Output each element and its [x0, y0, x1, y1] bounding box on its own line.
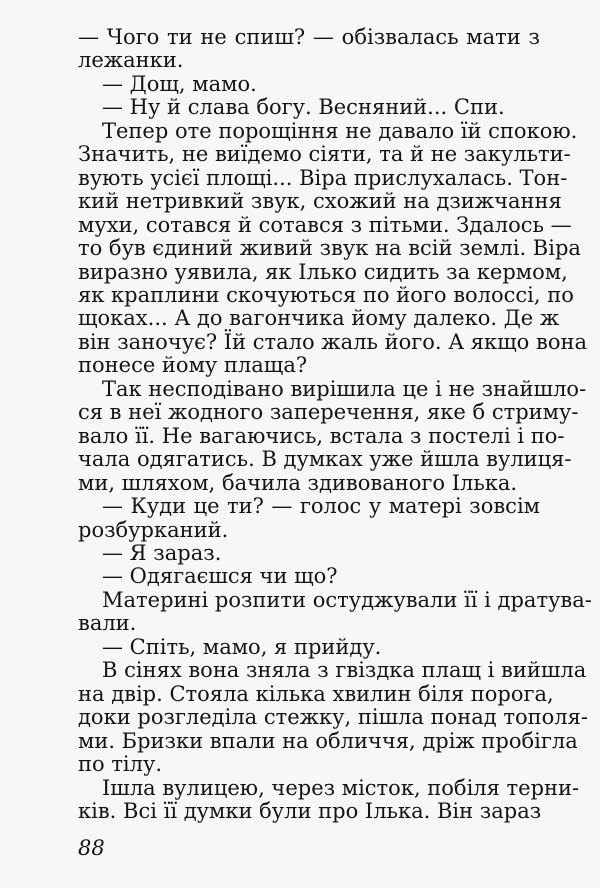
- text-line: вало її. Не вагаючись, встала з постелі і по-: [78, 424, 565, 448]
- text-line: кий нетривкий звук, схожий на дзижчання: [78, 189, 562, 213]
- text-line: Так несподівано вирішила це і не знайшло-: [102, 377, 587, 401]
- text-line: В сінях вона зняла з гвіздка плащ і вийшла: [102, 658, 587, 682]
- text-line: — Куди це ти? — голос у матері зовсім: [102, 494, 540, 518]
- text-line: — Чого ти не спиш? — обізвалась мати з: [78, 25, 540, 49]
- text-line: щоках... А до вагончика йому далеко. Де ж: [78, 306, 560, 330]
- text-line: на двір. Стояла кілька хвилин біля порога,: [78, 682, 554, 706]
- text-line: вали.: [78, 611, 137, 635]
- text-line: мухи, сотався й сотався з пітьми. Здалось —: [78, 213, 572, 237]
- text-line: по тілу.: [78, 752, 163, 776]
- text-line: вують усієї площі... Віра прислухалась. Тон-: [78, 166, 568, 190]
- text-line: чала одягатись. В думках уже йшла вулиця-: [78, 447, 572, 471]
- text-line: ся в неї жодного заперечення, яке б стриму-: [78, 400, 579, 424]
- text-line: — Одягаєшся чи що?: [102, 564, 338, 588]
- text-line: Значить, не виїдемо сіяти, та й не закульти-: [78, 142, 571, 166]
- text-line: то був єдиний живий звук на всій землі. Віра: [78, 236, 581, 260]
- text-line: Ішла вулицею, через місток, побіля терни-: [102, 776, 580, 800]
- text-line: Тепер оте порощіння не давало їй спокою.: [102, 119, 578, 143]
- text-line: доки розгледіла стежку, пішла понад тополя-: [78, 705, 588, 729]
- text-line: ків. Всі її думки були про Ілька. Він зараз: [78, 799, 542, 823]
- text-line: виразно уявила, як Ілько сидить за кермом,: [78, 260, 568, 284]
- text-line: Материні розпити остуджували її і дратува-: [102, 588, 592, 612]
- text-line: — Дощ, мамо.: [102, 72, 257, 96]
- text-line: ми, шляхом, бачила здивованого Ілька.: [78, 471, 518, 495]
- text-line: понесе йому плаща?: [78, 353, 308, 377]
- text-line: лежанки.: [78, 48, 184, 72]
- text-line: ми. Бризки впали на обличчя, дріж пробігла: [78, 729, 578, 753]
- page-number: 88: [78, 836, 105, 860]
- text-line: — Ну й слава богу. Весняний... Спи.: [102, 95, 505, 119]
- text-line: — Я зараз.: [102, 541, 222, 565]
- text-line: як краплини скочуються по його волоссі, по: [78, 283, 574, 307]
- text-line: він заночує? Їй стало жаль його. А якщо вона: [78, 330, 587, 354]
- text-line: — Спіть, мамо, я прийду.: [102, 635, 382, 659]
- text-line: розбурканий.: [78, 518, 229, 542]
